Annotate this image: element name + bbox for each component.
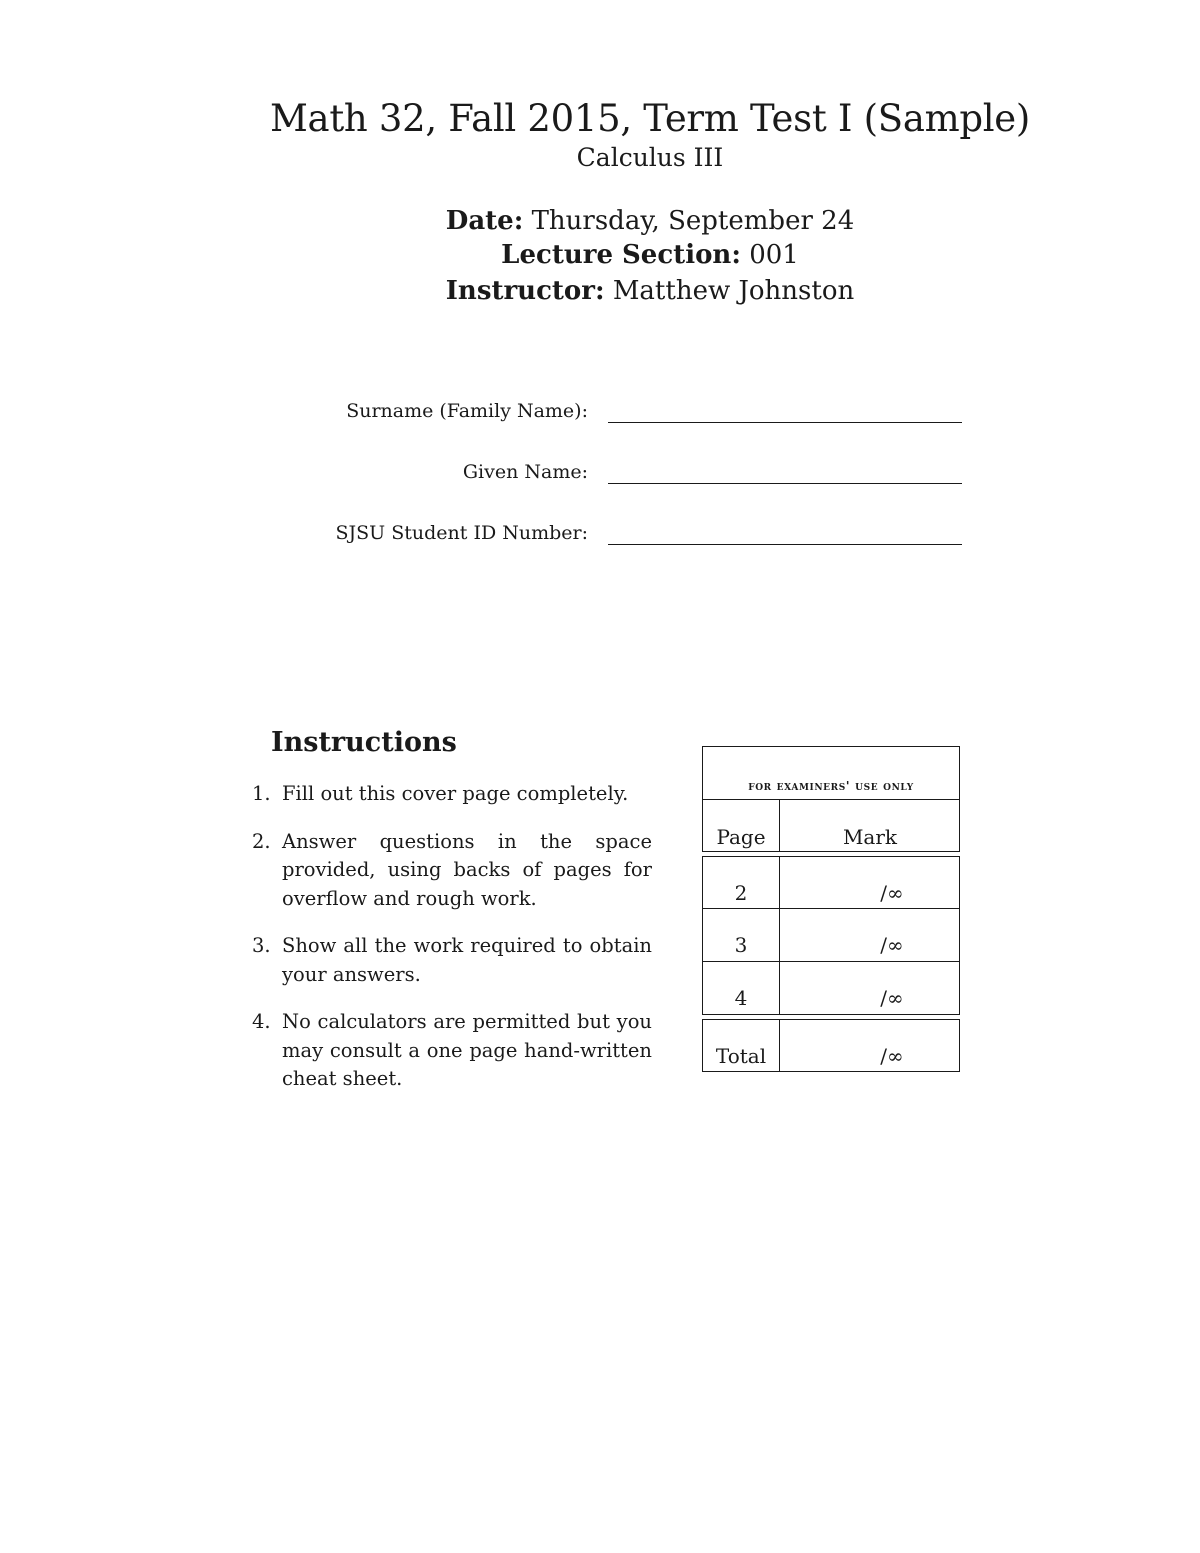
page-title: Math 32, Fall 2015, Term Test I (Sample) [269,97,1031,140]
table-rule [702,851,960,852]
student-id-blank-line[interactable] [608,544,962,545]
table-rule [702,856,960,857]
date-label: Date: [445,206,524,236]
instruction-text: Answer questions in the space provided, using backs of pages for overflow and rough work. [282,829,652,910]
instruction-number: 3. [252,934,271,957]
instructor-label: Instructor: [445,276,605,306]
section-line [0,238,1200,272]
instructions-list [252,780,652,1113]
table-rule [702,1019,960,1020]
instruction-item [252,1008,652,1094]
examiners-caption-text: for examiners' use only [748,778,914,793]
instruction-number: 2. [252,829,271,853]
instruction-text: No calculators are permitted but you may consult a one page hand-written cheat sheet. [282,1010,652,1090]
row-mark: /∞ [880,933,904,957]
column-header-page: Page [716,825,766,849]
examiners-table [702,746,960,1073]
date-value: Thursday, September 24 [531,206,855,236]
table-rule [702,1071,960,1072]
total-mark: /∞ [880,1044,904,1068]
surname-field [0,398,1200,428]
given-name-label: Given Name: [462,461,588,483]
instruction-item [252,932,652,989]
examiners-table-caption [702,746,960,800]
given-name-field [0,459,1200,489]
column-header-mark: Mark [842,825,898,849]
student-id-label: SJSU Student ID Number: [335,522,588,544]
table-rule [702,908,960,909]
row-page-number: 4 [734,986,748,1010]
surname-label: Surname (Family Name): [346,400,588,422]
instruction-text: Show all the work required to obtain your answers. [282,934,652,986]
instruction-number: 4. [252,1010,271,1033]
instruction-item [252,828,652,914]
instructor-line [0,274,1200,308]
table-rule [959,856,960,1015]
row-mark: /∞ [880,881,904,905]
surname-blank-line[interactable] [608,422,962,423]
section-value: 001 [749,240,799,270]
instructor-value: Matthew Johnston [612,276,855,306]
date-line [0,204,1200,238]
instruction-item [252,780,652,809]
student-id-field [0,520,1200,550]
row-mark: /∞ [880,986,904,1010]
instruction-text: Fill out this cover page completely. [282,782,629,805]
table-rule [959,1019,960,1072]
total-label: Total [715,1044,767,1068]
table-rule [702,1014,960,1015]
table-rule [702,799,960,800]
row-page-number: 3 [734,933,748,957]
table-rule [702,961,960,962]
instruction-number: 1. [252,782,271,805]
row-page-number: 2 [734,881,748,905]
course-subtitle: Calculus III [576,143,724,172]
given-name-blank-line[interactable] [608,483,962,484]
instructions-heading: Instructions [271,727,457,758]
section-label: Lecture Section: [501,240,741,270]
